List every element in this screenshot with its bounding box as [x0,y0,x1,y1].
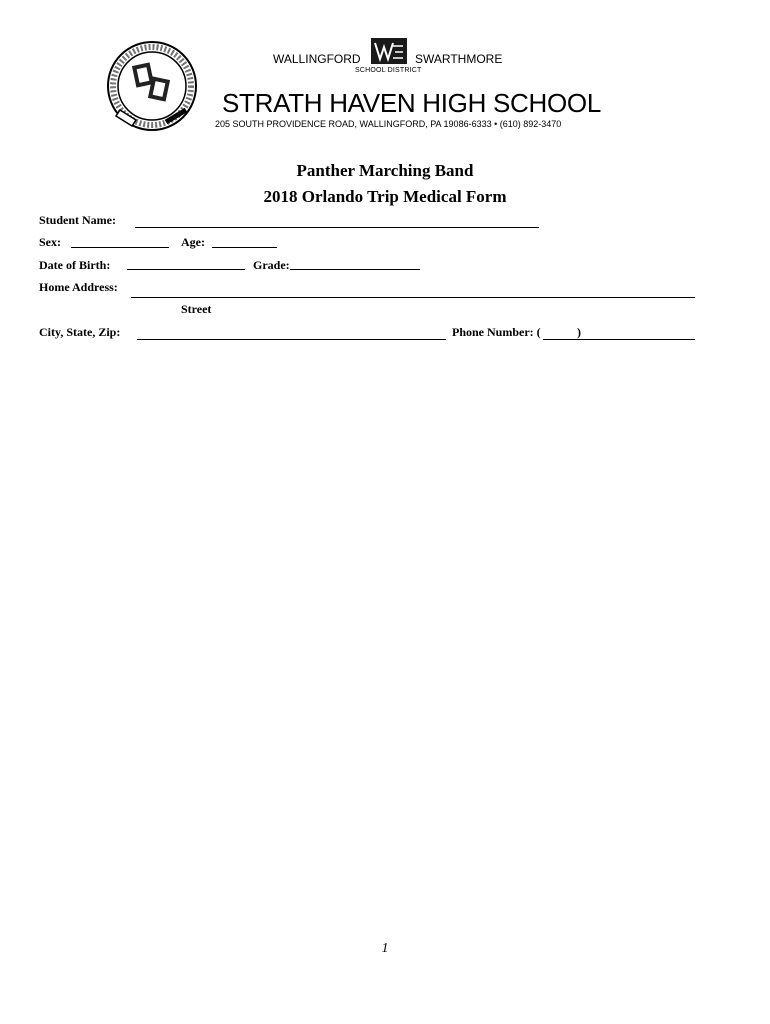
school-name: STRATH HAVEN HIGH SCHOOL [222,88,601,118]
dob-field[interactable] [127,269,245,270]
school-address: 205 SOUTH PROVIDENCE ROAD, WALLINGFORD, PA 19086-6333 • (610) 892-3470 [215,119,562,129]
city-state-zip-field[interactable] [137,339,446,340]
phone-close-paren: ) [577,325,581,339]
dob-label: Date of Birth: [39,258,111,272]
sex-label: Sex: [39,235,61,249]
street-caption: Street [181,302,212,316]
student-name-label: Student Name: [39,213,116,227]
city-state-zip-label: City, State, Zip: [39,325,121,339]
phone-label: Phone Number: ( [452,325,541,339]
sex-field[interactable] [71,247,169,248]
grade-label: Grade: [253,258,290,272]
home-address-label: Home Address: [39,280,118,294]
age-label: Age: [181,235,205,249]
school-seal-icon [106,40,198,132]
phone-field[interactable] [543,339,695,340]
age-field[interactable] [212,247,277,248]
page-number: 1 [381,941,389,956]
student-name-field[interactable] [135,227,539,228]
form-subtitle: 2018 Orlando Trip Medical Form [263,187,507,206]
district-logo-icon [371,38,407,64]
district-left-name: WALLINGFORD [273,52,361,66]
street-field[interactable] [131,297,695,298]
district-subtitle: SCHOOL DISTRICT [355,67,422,74]
district-right-name: SWARTHMORE [415,52,503,66]
form-title: Panther Marching Band [296,161,474,180]
grade-field[interactable] [290,269,420,270]
